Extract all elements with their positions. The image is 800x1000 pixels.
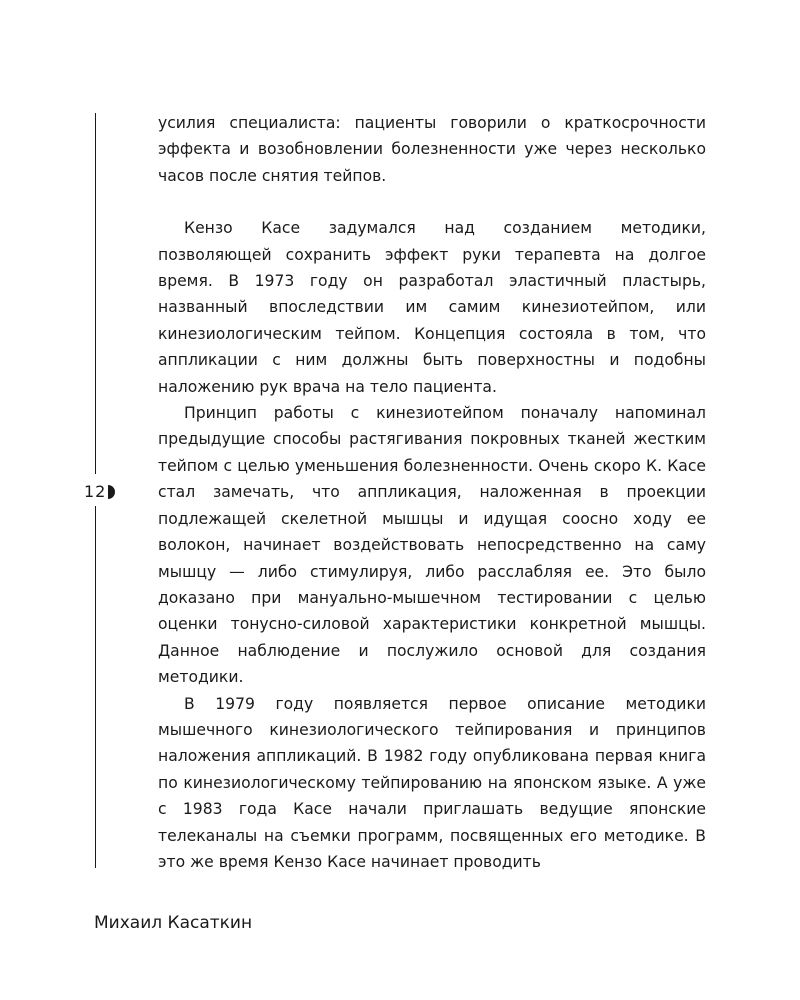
margin-rule-top [95, 113, 96, 474]
paragraph-1: усилия специалиста: пациенты говорили о краткосрочности эффекта и возобновлении болезненности уже через несколько часов после снятия тейпов. [158, 114, 706, 185]
page-number-text: 12 [84, 482, 107, 501]
page-number [84, 482, 115, 502]
body-text [158, 110, 706, 875]
paragraph-2: Кензо Касе задумался над созданием методики, позволяющей сохранить эффект руки терапевта на долгое время. В 1973 году он разработал эластичный пластырь, названный впоследствии им самим кинезиотейпом, или кинезиологическим тейпом. Концепция состояла в том, что аппликации с ним должны быть поверхностны и подобны наложению рук врача на тело пациента. [158, 219, 706, 396]
half-circle-icon [108, 485, 115, 499]
paragraph-3: Принцип работы с кинезиотейпом поначалу напоминал предыдущие способы растягивания покровных тканей жестким тейпом с целью уменьшения болезненности. Очень скоро К. Касе стал замечать, что аппликация, наложенная в проекции подлежащей скелетной мышцы и идущая соосно ходу ее волокон, начинает воздействовать непосредственно на саму мышцу — либо стимулируя, либо расслабляя ее. Это было доказано при мануально-мышечном тестировании с целью оценки тонусно-силовой характеристики конкретной мышцы. Данное наблюдение и послужило основой для создания методики. [158, 404, 706, 687]
margin-rule-bottom [95, 506, 96, 868]
author-name: Михаил Касаткин [94, 913, 253, 933]
paragraph-4: В 1979 году появляется первое описание методики мышечного кинезиологического тейпирования и принципов наложения аппликаций. В 1982 году опубликована первая книга по кинезиологическому тейпированию на японском языке. А уже с 1983 года Касе начали приглашать ведущие японские телеканалы на съемки программ, посвященных его методике. В это же время Кензо Касе начинает проводить [158, 694, 706, 871]
